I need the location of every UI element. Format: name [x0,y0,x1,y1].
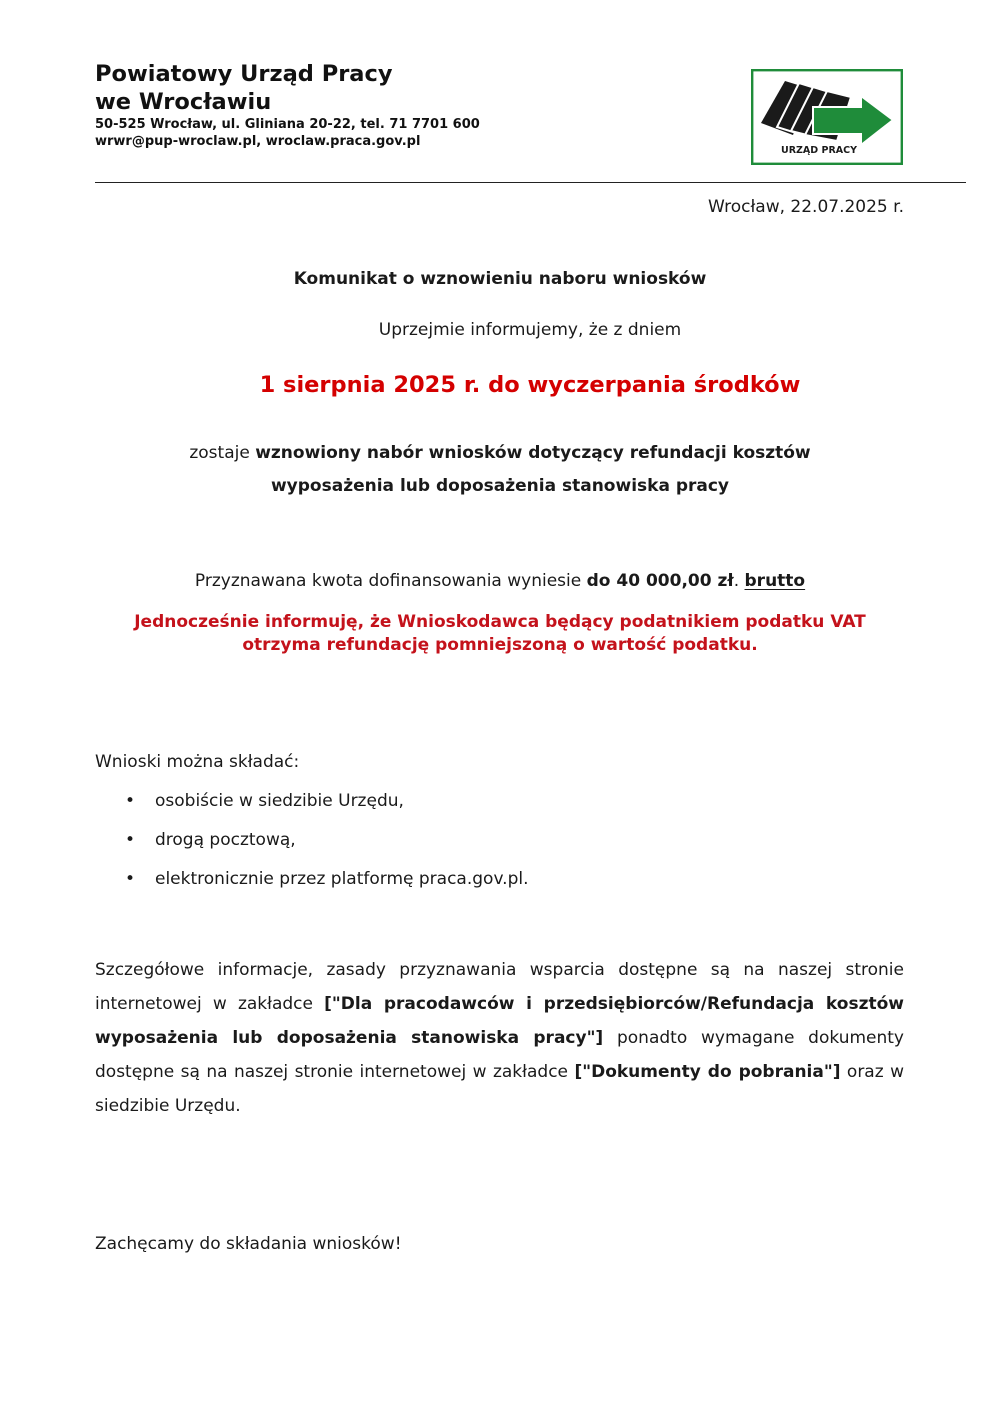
amount-value: do 40 000,00 zł [586,571,734,591]
amount-gross: brutto [744,571,806,591]
announcement-body-line1 [0,437,1000,470]
announcement-body [0,437,1000,503]
organization-email-website: wrwr@pup-wroclaw.pl, wroclaw.praca.gov.pl [95,134,421,149]
urzad-pracy-logo [751,69,903,165]
bullet-icon: • [125,830,136,850]
amount-dot: . [733,571,745,591]
details-text-2: ponadto wymagane dokumenty dostępne są na naszej stronie internetowej w zakładce [95,1028,904,1082]
submission-heading: Wnioski można składać: [95,752,300,772]
intro-text: Uprzejmie informujemy, że z dniem [378,320,682,340]
document-date: Wrocław, 22.07.2025 r. [708,197,904,217]
organization-name-line2: we Wrocławiu [95,89,272,115]
body-bold-text: wznowiony nabór wniosków dotyczący refundacji kosztów [255,443,811,463]
closing-line: Zachęcamy do składania wniosków! [95,1234,402,1254]
details-tab-reference-1: ["Dla pracodawców i przedsiębiorców/Refundacja kosztów wyposażenia lub doposażenia stanowiska pracy"] [95,994,904,1048]
announcement-title: Komunikat o wznowieniu naboru wniosków [293,269,707,289]
details-text-1: Szczegółowe informacje, zasady przyznawania wsparcia dostępne są na naszej stronie internetowej w zakładce [95,960,904,1014]
bullet-icon: • [125,869,136,889]
list-item-text: osobiście w siedzibie Urzędu, [155,791,404,811]
list-item-text: drogą pocztową, [155,830,296,850]
vat-notice-line2: otrzyma refundację pomniejszoną o wartość podatku. [242,635,758,655]
details-paragraph [95,953,904,1123]
announcement-intro [0,320,1000,340]
amount-prefix: Przyznawana kwota dofinansowania wyniesie [194,571,587,591]
header-divider [95,182,966,183]
organization-name-line1: Powiatowy Urząd Pracy [95,61,393,87]
organization-address: 50-525 Wrocław, ul. Gliniana 20-22, tel. 71 7701 600 [95,117,480,132]
vat-notice [0,611,1000,657]
body-bold-text-2: wyposażenia lub doposażenia stanowiska pracy [270,476,730,496]
highlight-date-text: 1 sierpnia 2025 r. do wyczerpania środków [259,372,801,398]
list-item-text: elektronicznie przez platformę praca.gov.pl. [155,869,529,889]
logo-text: URZĄD PRACY [781,145,857,156]
announcement-body-line2 [0,470,1000,503]
highlight-date [0,372,1000,398]
bullet-icon: • [125,791,136,811]
funding-amount [0,571,1000,591]
vat-notice-line1: Jednocześnie informuję, że Wnioskodawca będący podatnikiem podatku VAT [134,612,866,632]
details-text-3: oraz w siedzibie Urzędu. [95,1062,904,1116]
details-tab-reference-2: ["Dokumenty do pobrania"] [574,1062,841,1082]
body-plain-text: zostaje [189,443,256,463]
